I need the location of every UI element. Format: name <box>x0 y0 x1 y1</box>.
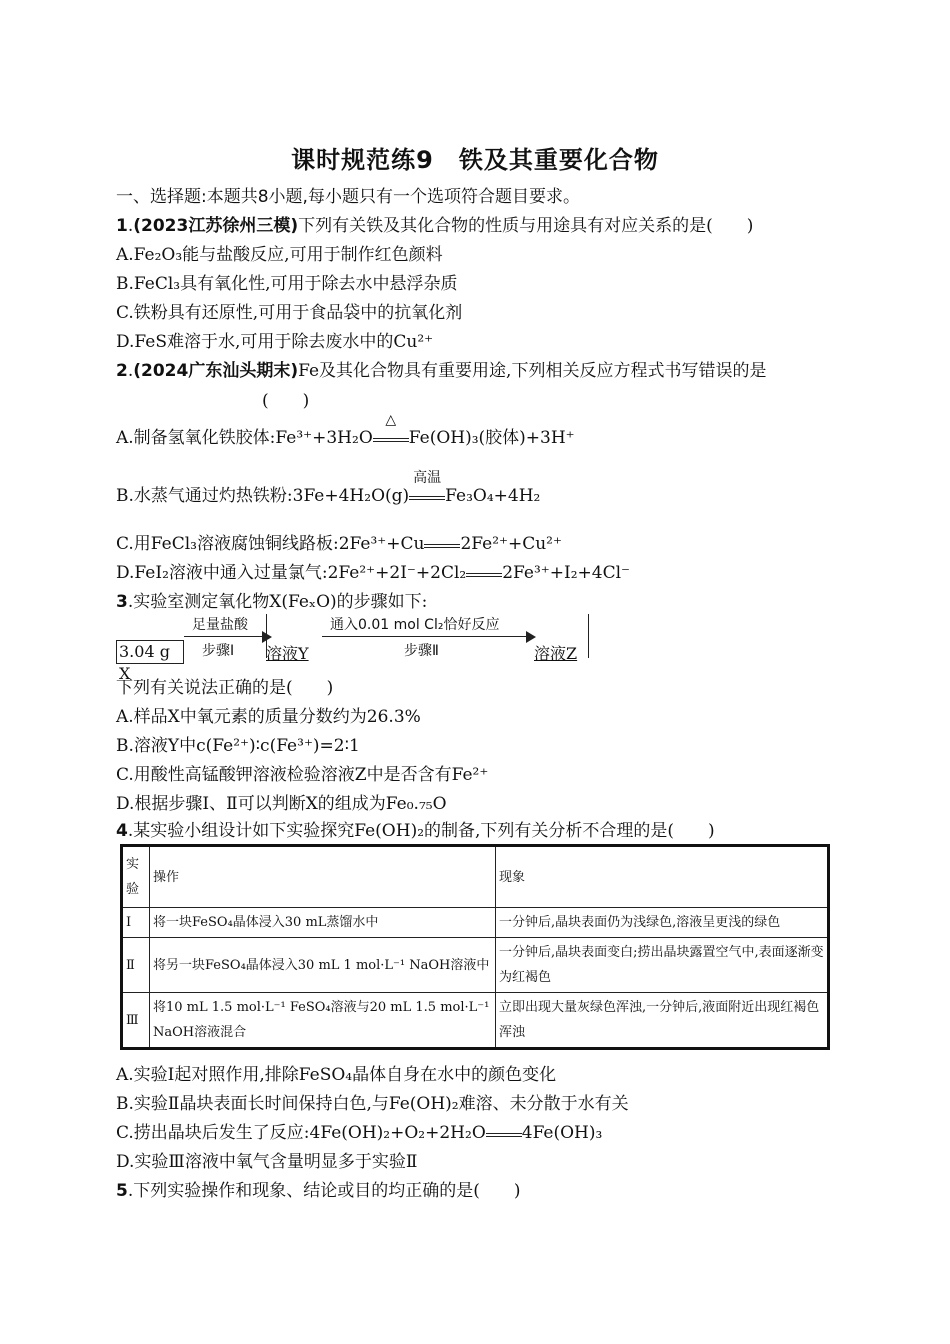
table-cell-id: Ⅲ <box>122 993 150 1049</box>
question-2-stem: Fe及其化合物具有重要用途,下列相关反应方程式书写错误的是 <box>298 361 767 381</box>
q2-b-products: Fe₃O₄+4H₂ <box>445 486 541 506</box>
q2-option-a <box>116 412 575 449</box>
q1-option-b: B.FeCl₃具有氧化性,可用于除去水中悬浮杂质 <box>116 274 458 294</box>
table-row <box>122 908 829 938</box>
q1-option-c: C.铁粉具有还原性,可用于食品袋中的抗氧化剂 <box>116 303 463 323</box>
step2-label: 步骤Ⅱ <box>404 643 439 659</box>
question-5: 5.下列实验操作和现象、结论或目的均正确的是( ) <box>116 1181 521 1201</box>
question-5-number: 5 <box>116 1181 128 1201</box>
table-cell-operation: 将10 mL 1.5 mol·L⁻¹ FeSO₄溶液与20 mL 1.5 mol·L⁻¹ NaOH溶液混合 <box>150 993 496 1049</box>
question-4-number: 4 <box>116 821 128 841</box>
question-3-stem: 实验室测定氧化物X(FeₓO)的步骤如下: <box>133 592 428 612</box>
flow-end-divider <box>588 614 589 658</box>
question-3-prompt: 下列有关说法正确的是( ) <box>116 678 334 698</box>
equals-sign <box>409 470 445 507</box>
q4-option-c <box>116 1122 602 1144</box>
question-3: 3.实验室测定氧化物X(FeₓO)的步骤如下: <box>116 592 428 612</box>
equals-sign <box>373 412 409 449</box>
equals-sign <box>486 1122 522 1144</box>
section-heading: 一、选择题:本题共8小题,每小题只有一个选项符合题目要求。 <box>116 187 580 207</box>
flow-end-solution: 溶液Z <box>534 644 578 663</box>
step1-label: 步骤Ⅰ <box>202 643 235 659</box>
q2-a-products: Fe(OH)₃(胶体)+3H⁺ <box>408 428 575 448</box>
q3-option-c: C.用酸性高锰酸钾溶液检验溶液Z中是否含有Fe²⁺ <box>116 765 489 785</box>
question-2-answer-paren: ( ) <box>262 391 310 411</box>
step1-arrow-line <box>184 636 266 637</box>
q3-option-a: A.样品X中氧元素的质量分数约为26.3% <box>116 707 421 727</box>
question-1-stem: 下列有关铁及其化合物的性质与用途具有对应关系的是( ) <box>298 216 754 236</box>
q4-option-b: B.实验Ⅱ晶块表面长时间保持白色,与Fe(OH)₂难溶、未分散于水有关 <box>116 1094 629 1114</box>
question-4-stem: 某实验小组设计如下实验探究Fe(OH)₂的制备,下列有关分析不合理的是( ) <box>133 821 715 841</box>
flow-mid-solution: 溶液Y <box>266 644 309 663</box>
table-row <box>122 938 829 993</box>
q3-option-b: B.溶液Y中c(Fe²⁺)∶c(Fe³⁺)=2∶1 <box>116 736 360 756</box>
q2-c-products: 2Fe²⁺+Cu²⁺ <box>460 534 562 554</box>
high-temp-condition: 高温 <box>413 470 442 486</box>
table-cell-operation: 将另一块FeSO₄晶体浸入30 mL 1 mol·L⁻¹ NaOH溶液中 <box>150 938 496 993</box>
step2-arrow-line <box>322 636 528 637</box>
q4-option-d: D.实验Ⅲ溶液中氧气含量明显多于实验Ⅱ <box>116 1152 418 1172</box>
table-row <box>122 993 829 1049</box>
table-cell-phenomenon: 一分钟后,晶块表面仍为浅绿色,溶液呈更浅的绿色 <box>496 908 829 938</box>
q4-c-reactants: C.捞出晶块后发生了反应:4Fe(OH)₂+O₂+2H₂O <box>116 1123 486 1143</box>
table-cell-operation: 将一块FeSO₄晶体浸入30 mL蒸馏水中 <box>150 908 496 938</box>
question-1-number: 1 <box>116 216 128 236</box>
question-3-number: 3 <box>116 592 128 612</box>
table-header-experiment: 实验 <box>122 846 150 908</box>
question-4: 4.某实验小组设计如下实验探究Fe(OH)₂的制备,下列有关分析不合理的是( ) <box>116 821 715 841</box>
table-header-operation: 操作 <box>150 846 496 908</box>
page-title: 课时规范练9 铁及其重要化合物 <box>291 146 659 174</box>
step2-reagent-label: 通入0.01 mol Cl₂恰好反应 <box>330 617 500 633</box>
q4-c-products: 4Fe(OH)₃ <box>521 1123 603 1143</box>
q2-option-d <box>116 562 630 584</box>
question-1-source: (2023江苏徐州三模) <box>133 216 299 236</box>
table-cell-id: Ⅰ <box>122 908 150 938</box>
heat-condition: △ <box>385 412 397 428</box>
q2-a-reactants: A.制备氢氧化铁胶体:Fe³⁺+3H₂O <box>116 428 373 448</box>
table-header-phenomenon: 现象 <box>496 846 829 908</box>
equals-sign <box>424 533 460 555</box>
q1-option-d: D.FeS难溶于水,可用于除去废水中的Cu²⁺ <box>116 332 434 352</box>
q1-option-a: A.Fe₂O₃能与盐酸反应,可用于制作红色颜料 <box>116 245 443 265</box>
question-1: 1.(2023江苏徐州三模)下列有关铁及其化合物的性质与用途具有对应关系的是( ) <box>116 216 754 236</box>
question-2-number: 2 <box>116 361 128 381</box>
table-header-row <box>122 846 829 908</box>
q4-option-a: A.实验Ⅰ起对照作用,排除FeSO₄晶体自身在水中的颜色变化 <box>116 1065 557 1085</box>
step1-reagent-label: 足量盐酸 <box>192 617 248 633</box>
q2-b-reactants: B.水蒸气通过灼热铁粉:3Fe+4H₂O(g) <box>116 486 410 506</box>
procedure-flow-diagram <box>116 614 596 683</box>
question-2-source: (2024广东汕头期末) <box>133 361 299 381</box>
q2-option-b <box>116 470 541 507</box>
table-cell-phenomenon: 一分钟后,晶块表面变白;捞出晶块露置空气中,表面逐渐变为红褐色 <box>496 938 829 993</box>
q2-option-c <box>116 533 562 555</box>
q2-d-products: 2Fe³⁺+I₂+4Cl⁻ <box>502 563 631 583</box>
flow-start-box: 3.04 g X <box>116 640 184 664</box>
question-2: 2.(2024广东汕头期末)Fe及其化合物具有重要用途,下列相关反应方程式书写错误的是 <box>116 361 767 381</box>
q2-d-reactants: D.FeI₂溶液中通入过量氯气:2Fe²⁺+2I⁻+2Cl₂ <box>116 563 467 583</box>
question-5-stem: 下列实验操作和现象、结论或目的均正确的是( ) <box>133 1181 521 1201</box>
q3-option-d: D.根据步骤Ⅰ、Ⅱ可以判断X的组成为Fe₀.₇₅O <box>116 794 447 814</box>
table-cell-phenomenon: 立即出现大量灰绿色浑浊,一分钟后,液面附近出现红褐色浑浊 <box>496 993 829 1049</box>
q2-c-reactants: C.用FeCl₃溶液腐蚀铜线路板:2Fe³⁺+Cu <box>116 534 425 554</box>
equals-sign <box>466 562 502 584</box>
table-cell-id: Ⅱ <box>122 938 150 993</box>
experiment-table <box>120 844 830 1050</box>
